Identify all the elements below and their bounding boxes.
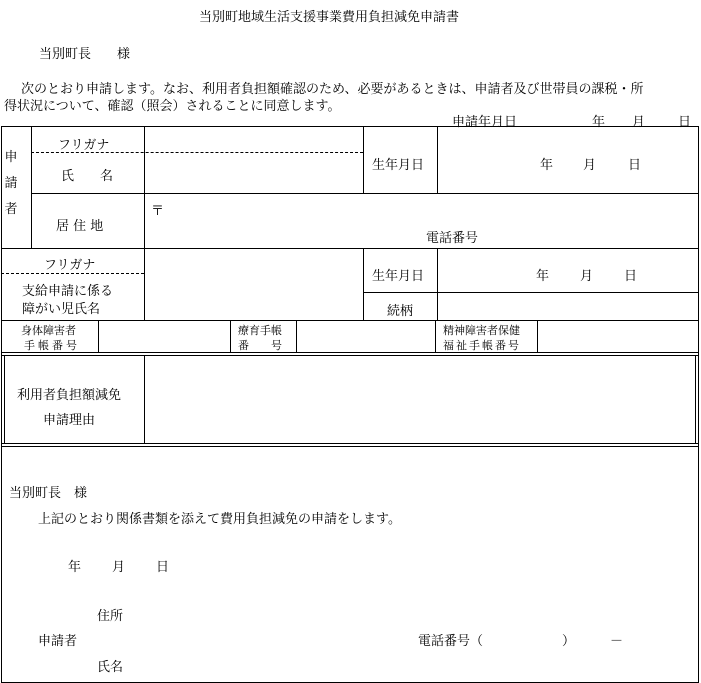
applicant-birth-month: 月: [583, 158, 597, 173]
ryoiku-handbook-label-2: 番 号: [238, 339, 282, 352]
application-date-label: 申請年月日: [452, 115, 518, 130]
child-birth-day: 日: [624, 269, 638, 284]
footer-phone-label: 電話番号（: [418, 634, 484, 649]
applicant-birth-year: 年: [540, 158, 554, 173]
footer-phone-close: ）: [562, 634, 576, 649]
child-birth-label: 生年月日: [372, 269, 425, 284]
footer-address-label: 住所: [97, 609, 124, 624]
child-furigana-label: フリガナ: [44, 258, 96, 273]
addressee: 当別町長 様: [39, 47, 131, 62]
child-birth-month: 月: [580, 269, 594, 284]
footer-applicant-label: 申請者: [38, 634, 78, 649]
page-title: 当別町地域生活支援事業費用負担減免申請書: [199, 10, 460, 25]
child-furigana-field[interactable]: [145, 249, 362, 272]
intro-line-1: 次のとおり申請します。なお、利用者負担額確認のため、必要があるときは、申請者及び世帯員の課税・所: [21, 82, 644, 97]
child-name-field[interactable]: [145, 275, 362, 319]
applicant-phone-label: 電話番号: [426, 231, 479, 246]
reason-label-1: 利用者負担額減免: [17, 388, 122, 403]
mental-handbook-label-1: 精神障害者保健: [443, 324, 520, 337]
postal-mark: 〒: [151, 204, 165, 219]
child-birth-field[interactable]: [438, 249, 697, 291]
footer-addressee: 当別町長 様: [9, 486, 88, 501]
applicant-section-label: 申請者: [4, 150, 18, 217]
applicant-address-label: 居 住 地: [56, 219, 104, 234]
application-date-year: 年: [592, 115, 606, 130]
child-name-label-2: 障がい児氏名: [22, 302, 101, 317]
applicant-furigana-label: フリガナ: [58, 138, 110, 153]
footer-statement: 上記のとおり関係書類を添えて費用負担減免の申請をします。: [38, 512, 401, 527]
ryoiku-handbook-number-field[interactable]: [297, 321, 434, 351]
child-relation-field[interactable]: [438, 293, 697, 319]
mental-handbook-label-2: 福祉手帳番号: [443, 339, 521, 352]
applicant-birth-day: 日: [628, 158, 642, 173]
applicant-name-label: 氏 名: [61, 169, 114, 184]
footer-name-label: 氏名: [97, 660, 124, 675]
mental-handbook-number-field[interactable]: [538, 321, 697, 351]
reason-field[interactable]: [145, 357, 694, 442]
footer-date-day: 日: [156, 560, 170, 575]
child-birth-year: 年: [536, 269, 550, 284]
footer-date-month: 月: [112, 560, 126, 575]
reason-label-2: 申請理由: [43, 413, 96, 428]
applicant-furigana-field[interactable]: [145, 127, 362, 151]
physical-handbook-label-1: 身体障害者: [21, 324, 76, 337]
intro-line-2: 得状況について、確認（照会）されることに同意します。: [4, 99, 341, 114]
applicant-birth-label: 生年月日: [372, 158, 425, 173]
application-date-day: 日: [678, 115, 692, 130]
application-date-month: 月: [632, 115, 646, 130]
applicant-address-field[interactable]: [165, 196, 695, 220]
child-name-label-1: 支給申請に係る: [22, 284, 114, 299]
applicant-phone-field[interactable]: [492, 224, 695, 246]
applicant-name-field[interactable]: [145, 154, 362, 192]
ryoiku-handbook-label-1: 療育手帳: [238, 324, 282, 337]
physical-handbook-number-field[interactable]: [99, 321, 229, 351]
footer-date-year: 年: [68, 560, 82, 575]
footer-phone-dash: －: [610, 634, 624, 649]
applicant-birth-field[interactable]: [438, 127, 697, 192]
child-relation-label: 続柄: [387, 304, 414, 319]
physical-handbook-label-2: 手帳番号: [24, 339, 80, 352]
